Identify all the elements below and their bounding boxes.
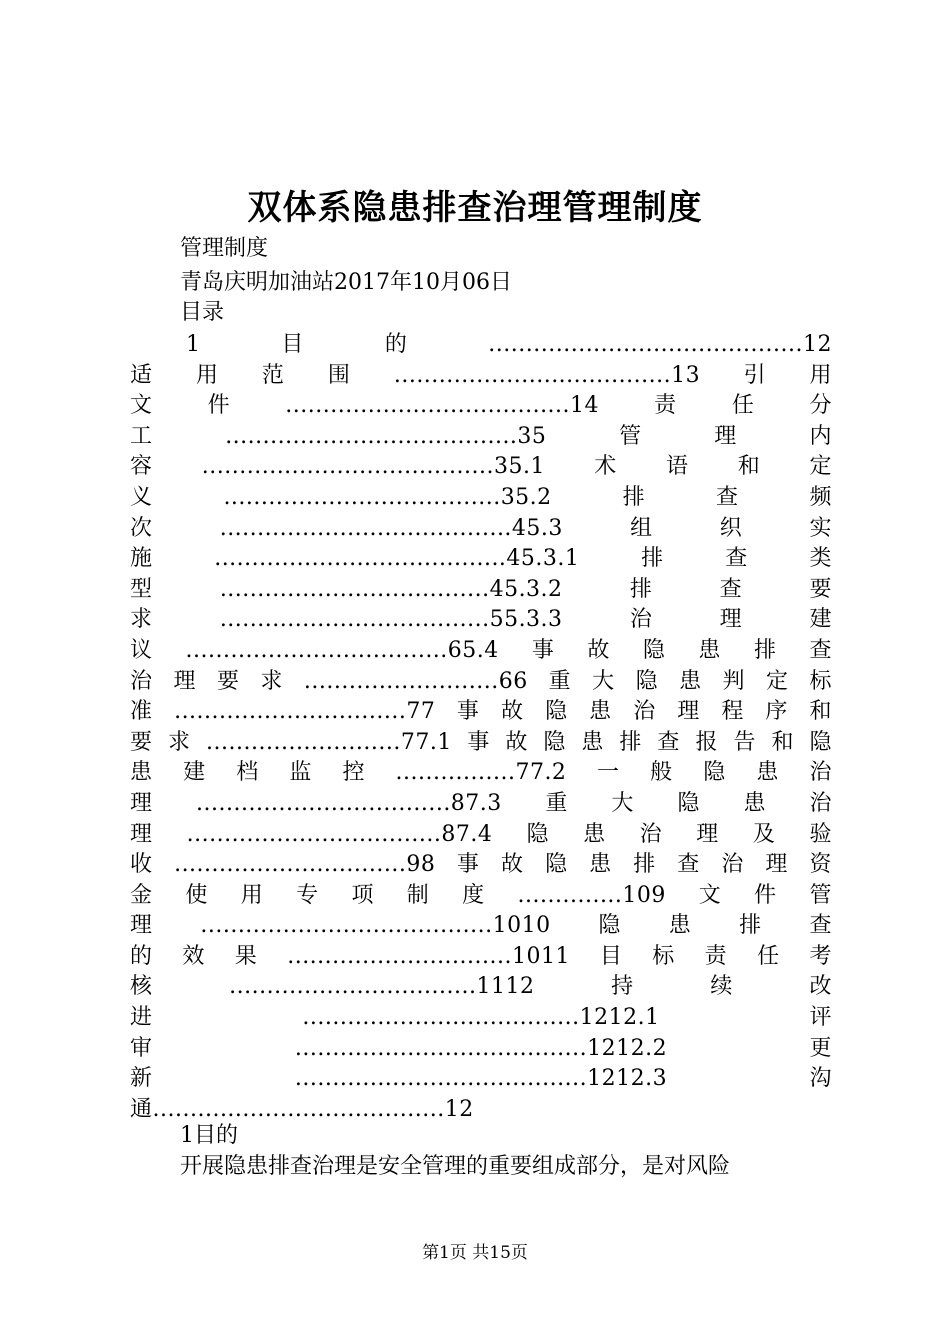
toc-line: 理..................................87.3重大隐患治 xyxy=(130,790,832,816)
issuer-date: 青岛庆明加油站2017年10月06日 xyxy=(180,270,512,295)
toc-line: 适用范围.....................................13引用 xyxy=(130,362,832,388)
toc-line: 治理要求..........................66重大隐患判定标 xyxy=(130,668,832,694)
toc-line: 的效果..............................1011目标责任考 xyxy=(130,943,832,969)
document-subtitle: 管理制度 xyxy=(180,236,269,261)
toc-line: 金使用专项制度..............109文件管 xyxy=(130,882,832,908)
body-paragraph: 开展隐患排查治理是安全管理的重要组成部分，是对风险 xyxy=(180,1154,731,1179)
toc-line: 次.......................................45.3组织实 xyxy=(130,515,832,541)
toc-line: 要求..........................77.1事故隐患排查报告和隐 xyxy=(130,729,832,755)
page-footer: 第1页 共15页 xyxy=(422,1243,528,1263)
toc-line: 收...............................98事故隐患排查治理资 xyxy=(130,852,832,878)
section-heading: 1目的 xyxy=(180,1123,238,1148)
toc-line: 型....................................45.3.2排查要 xyxy=(130,576,832,602)
toc-line: 求....................................55.3.3治理建 xyxy=(130,607,832,633)
table-of-contents xyxy=(130,330,832,1125)
toc-line: 核.................................1112持续改 xyxy=(130,974,832,1000)
toc-line: 患建档监控................77.2一般隐患治 xyxy=(130,760,832,786)
toc-line: 工.......................................35管理内 xyxy=(130,423,832,449)
document-title: 双体系隐患排查治理管理制度 xyxy=(247,188,703,228)
toc-line: 施.......................................45.3.1排查类 xyxy=(130,546,832,572)
toc-line: 容.......................................35.1术语和定 xyxy=(130,454,832,480)
toc-heading: 目录 xyxy=(180,300,225,325)
toc-line: 1目的..........................................12 xyxy=(186,332,832,357)
toc-line: 进.....................................1212.1评 xyxy=(130,1005,832,1031)
toc-line: 理.......................................1010隐患排查 xyxy=(130,913,832,939)
toc-line: 准...............................77事故隐患治理程序和 xyxy=(130,699,832,725)
toc-line: 新.......................................1212.3沟 xyxy=(130,1066,832,1092)
toc-line: 义.....................................35.2排查频 xyxy=(130,484,832,510)
toc-line: 理..................................87.4隐患治理及验 xyxy=(130,821,832,847)
toc-line: 文件......................................14责任分 xyxy=(130,393,832,419)
toc-line: 审.......................................1212.2更 xyxy=(130,1035,832,1061)
toc-line: 通.......................................12 xyxy=(130,1096,474,1122)
toc-line: 议...................................65.4事故隐患排查 xyxy=(130,637,832,663)
